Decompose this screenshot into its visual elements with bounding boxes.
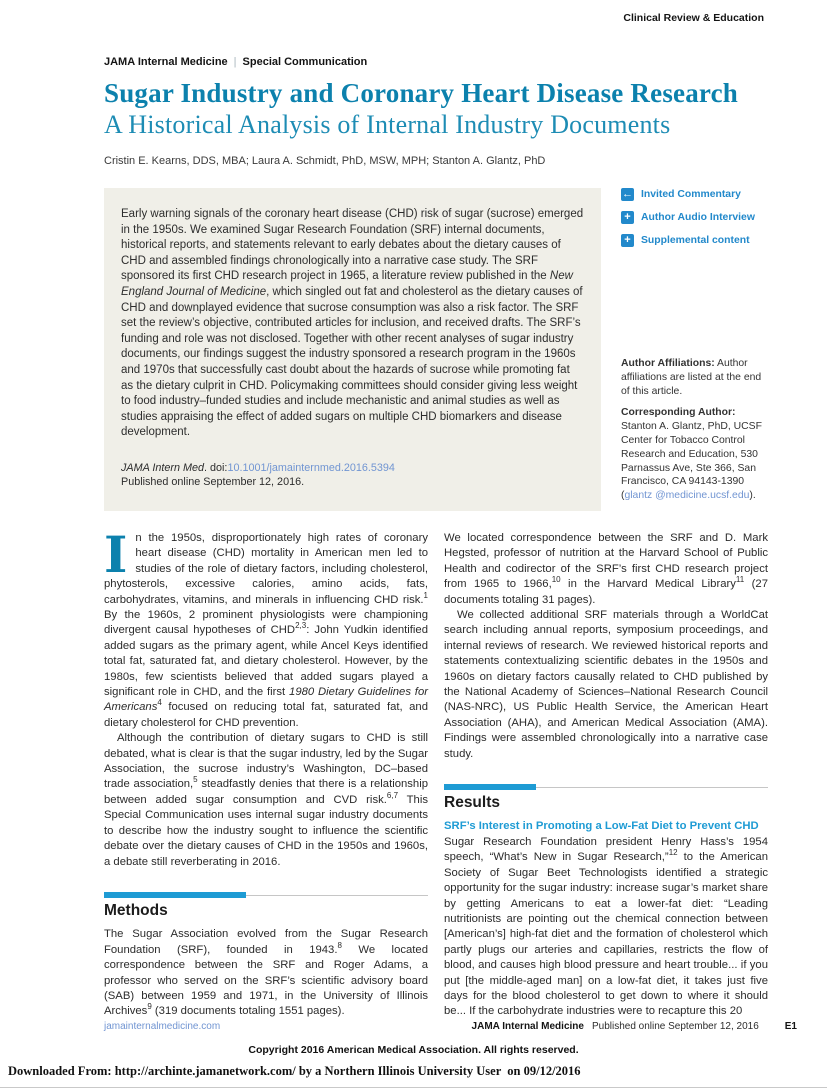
corresponding-author-note[interactable]: Corresponding Author: Stanton A. Glantz, PhD, UCSF Center for Tobacco Control Research and Education, 530 Parnassus Ave, Ste 366, San Francisco, CA 94143-1390 (glantz @medicine.ucsf.edu). — [621, 407, 762, 502]
page-content — [104, 0, 768, 1020]
section-banner: Clinical Review & Education — [623, 12, 764, 24]
section-divider — [104, 895, 428, 903]
download-notice: Downloaded From: http://archinte.jamanetwork.com/ by a Northern Illinois University User on 09/12/2016 — [8, 1064, 581, 1078]
invited-commentary-label: Invited Commentary — [641, 189, 741, 200]
methods-heading: Methods — [104, 901, 168, 919]
page-footer — [104, 1021, 797, 1032]
section-accent-bar — [104, 892, 246, 898]
author-audio-interview-link[interactable] — [621, 211, 768, 224]
intro-paragraph-2: Although the contribution of dietary sugars to CHD is still debated, what is clear is that the sugar industry, led by the Sugar Association, the sucrose industry’s Washington, DC–based trade association,$^5$ steadfastly denies that there is a relationship between added sugar consumption and CVD risk.$^{6,7}$ This Special Communication uses internal sugar industry documents to describe how the industry sought to influence the scientific debate over the dietary causes of CHD in the 1950s and 1960s, a debate still reverberating in 2016. — [104, 732, 429, 868]
citation-block — [121, 461, 584, 489]
results-subhead: SRF’s Interest in Promoting a Low-Fat Diet to Prevent CHD — [444, 820, 759, 833]
authors-line: Cristin E. Kearns, DDS, MBA; Laura A. Schmidt, PhD, MSW, MPH; Stanton A. Glantz, PhD — [104, 155, 546, 167]
abstract-box — [104, 188, 601, 511]
supplemental-content-link[interactable] — [621, 234, 768, 247]
left-column — [104, 524, 429, 1020]
abstract-text: Early warning signals of the coronary heart disease (CHD) risk of sugar (sucrose) emerged in the 1950s. We examined Sugar Research Foundation (SRF) internal documents, historical reports, and statements relevant to early debates about the dietary causes of CHD and assembled findings chronologically into a narrative case study. The SRF sponsored its first CHD research project in 1965, a literature review published in the New England Journal of Medicine, which singled out fat and cholesterol as the dietary causes of CHD and downplayed evidence that sucrose consumption was also a risk factor. The SRF set the review’s objective, contributed articles for inclusion, and received drafts. The SRF’s funding and role was not disclosed. Together with other recent analyses of sugar industry documents, our findings suggest the industry sponsored a research program in the 1960s and 1970s that successfully cast doubt about the hazards of sucrose while promoting fat as the dietary culprit in CHD. Policymaking committees should consider giving less weight to food industry–funded studies and include mechanistic and animal studies as well as studies appraising the effect of added sugars on multiple CHD biomarkers and disease development. — [121, 208, 584, 439]
invited-commentary-link[interactable] — [621, 188, 768, 201]
sidebar — [621, 188, 768, 511]
supplemental-content-label: Supplemental content — [641, 235, 750, 246]
intro-paragraph-1: In the 1950s, disproportionately high rates of coronary heart disease (CHD) mortality in American men led to studies of the role of dietary factors, including cholesterol, phytosterols, excessive calories, amino acids, fats, carbohydrates, vitamins, and minerals in influencing CHD risk.$^1$ By the 1960s, 2 prominent physiologists were championing divergent causal hypotheses of CHD$^{2,3}$: John Yudkin identified added sugars as the primary agent, while Ancel Keys identified total fat, saturated fat, and dietary cholesterol. However, by the 1980s, few scientists believed that added sugars played a significant role in CHD, and the first 1980 Dietary Guidelines for Americans$^4$ focused on reducing total fat, saturated fat, and dietary cholesterol for CHD prevention. — [104, 524, 428, 729]
journal-site-link[interactable]: jamainternalmedicine.com — [104, 1021, 221, 1032]
bottom-divider — [0, 1087, 827, 1088]
footer-journal-name: JAMA Internal Medicine — [471, 1021, 584, 1032]
drop-cap: I — [104, 524, 128, 584]
footer-citation — [472, 1021, 797, 1032]
affiliations-note: Author Affiliations: Author affiliations are listed at the end of this article. — [621, 358, 762, 397]
body-columns — [104, 524, 768, 1020]
results-section — [444, 787, 768, 1020]
abstract-row — [104, 188, 768, 511]
affiliations-block — [621, 357, 768, 503]
results-heading: Results — [444, 794, 500, 812]
footer-page-number: E1 — [784, 1021, 797, 1032]
methods-paragraph-2: We located correspondence between the SRF and D. Mark Hegsted, professor of nutrition at the Harvard School of Public Health and codirector of the SRF’s first CHD research project from 1965 to 1966,10 in the Harvard Medical Library$^{11}$ (27 documents totaling 31 pages). — [444, 531, 768, 606]
arrow-left-icon: ← — [622, 188, 633, 200]
results-paragraph: Sugar Research Foundation president Henry Hass’s 1954 speech, “What’s New in Sugar Research,”$^{12}$ to the American Society of Sugar Beet Technologists identified a strategic opportunity for the sugar industry: increase sugar’s market share by getting Americans to eat a lower-fat diet: “Leading nutritionists are pointing out the chemical connection between [American’s] high-fat diet and the formation of cholesterol which partly plugs our arteries and capillaries, restricts the flow of blood, and causes high blood pressure and heart trouble... if you put [the middle-aged man] on a low-fat diet, it takes just five days for the blood cholesterol to get down to where it should be... If the carbohydrate industries were to recapture this 20 — [444, 835, 768, 1018]
kicker-separator: | — [233, 56, 237, 68]
footer-published: Published online September 12, 2016 — [591, 1021, 759, 1032]
section-divider — [444, 787, 768, 795]
plus-icon: + — [621, 234, 634, 247]
methods-paragraph-3: We collected additional SRF materials through a WorldCat search including annual reports, symposium proceedings, and internal reviews of research. We reviewed historical reports and statements contextualizing scientific debates in the 1950s and 1960s on dietary factors causally related to CHD published by the National Academy of Sciences–National Research Council (NAS-NRC), US Public Health Service, the American Heart Association (AHA), and American Medical Association (AMA). Findings were assembled chronologically into a narrative case study. — [444, 609, 768, 760]
copyright-line: Copyright 2016 American Medical Association. All rights reserved. — [248, 1044, 579, 1056]
published-line: Published online September 12, 2016. — [121, 475, 305, 488]
article-kicker — [104, 56, 768, 68]
methods-section — [104, 895, 428, 1020]
methods-paragraph: The Sugar Association evolved from the Sugar Research Foundation (SRF), founded in 1943.$^8$ We located correspondence between the SRF and Roger Adams, a professor who served on the SRF’s scientific advisory board (SAB) between 1959 and 1971, in the University of Illinois Archives$^9$ (319 documents totaling 1551 pages). — [104, 928, 428, 1018]
section-accent-bar — [444, 784, 536, 790]
kicker-type: Special Communication — [242, 56, 368, 68]
plus-icon: + — [621, 211, 634, 224]
page-subtitle: A Historical Analysis of Internal Industry Documents — [104, 110, 671, 139]
right-column — [444, 531, 768, 1020]
kicker-journal: JAMA Internal Medicine — [104, 56, 228, 68]
citation-line[interactable]: JAMA Intern Med. doi:10.1001/jamainternmed.2016.5394 — [121, 461, 395, 474]
author-audio-interview-label: Author Audio Interview — [641, 212, 755, 223]
page-title: Sugar Industry and Coronary Heart Disease Research — [104, 78, 739, 108]
